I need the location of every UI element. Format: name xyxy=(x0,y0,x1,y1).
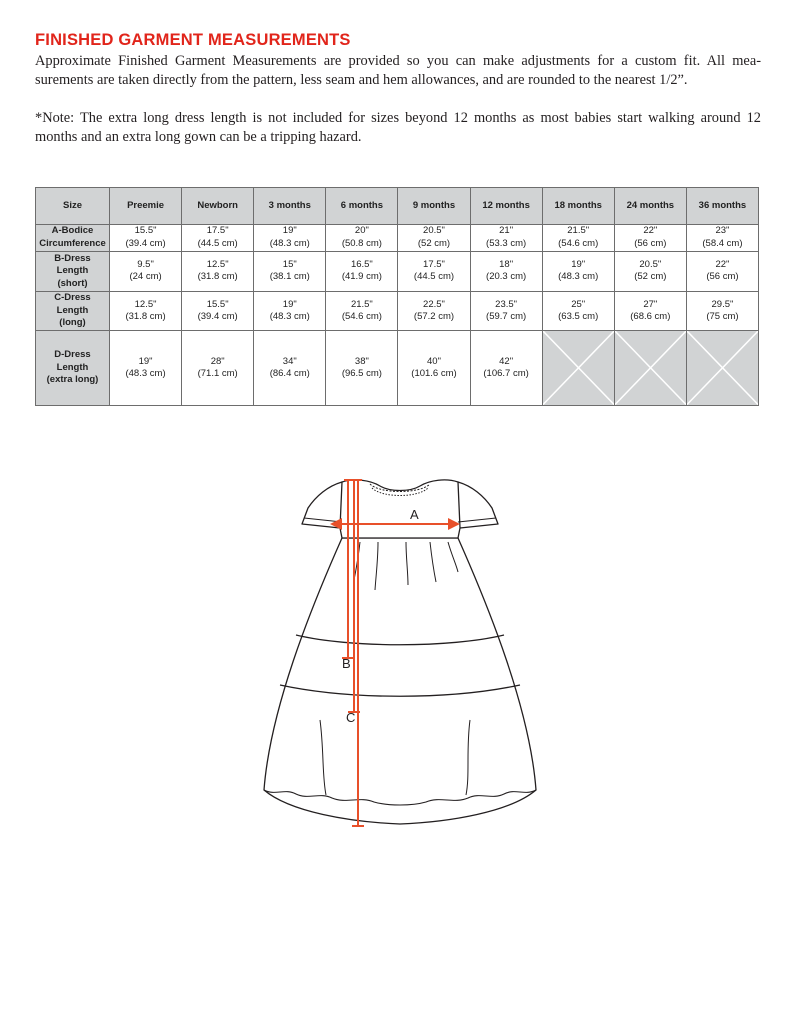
value-cm: (48.3 cm) xyxy=(269,237,310,249)
dress-outline xyxy=(264,480,536,824)
row-label-line: C-Dress xyxy=(54,292,91,304)
value-inches: 15.5" xyxy=(134,225,157,237)
measurement-cell xyxy=(470,225,542,252)
value-inches: 17.5" xyxy=(206,225,229,237)
table-body xyxy=(36,225,759,406)
value-cm: (31.8 cm) xyxy=(197,271,238,283)
header-36-months: 36 months xyxy=(686,188,758,225)
row-label-line: (short) xyxy=(57,277,88,289)
header-12-months: 12 months xyxy=(470,188,542,225)
value-cm: (53.3 cm) xyxy=(486,237,527,249)
value-inches: 12.5" xyxy=(206,258,229,270)
value-cm: (86.4 cm) xyxy=(269,368,310,380)
crossed-out-icon xyxy=(615,331,686,405)
row-c-dress-long xyxy=(36,291,759,331)
measurement-cell xyxy=(182,225,254,252)
measurement-cell xyxy=(326,225,398,252)
measurement-cell xyxy=(686,291,758,331)
value-inches: 18" xyxy=(499,258,514,270)
value-inches: 38" xyxy=(354,355,369,367)
value-cm: (68.6 cm) xyxy=(630,311,671,323)
value-inches: 23" xyxy=(715,225,730,237)
header-9-months: 9 months xyxy=(398,188,470,225)
measurement-cell xyxy=(110,291,182,331)
measurement-cell xyxy=(110,331,182,406)
intro-line-1: Approximate Finished Garment Measurements are provided so you can make adjustments for a custom fit. All mea- xyxy=(35,53,761,69)
row-label xyxy=(36,291,110,331)
measurement-cell xyxy=(398,225,470,252)
measurement-cell xyxy=(326,331,398,406)
measurement-cell xyxy=(542,251,614,291)
header-6-months: 6 months xyxy=(326,188,398,225)
row-label xyxy=(36,331,110,406)
measurement-cell xyxy=(542,291,614,331)
row-label-line: A-Bodice xyxy=(51,225,94,237)
measurement-cell xyxy=(326,251,398,291)
row-label-line: Length xyxy=(56,304,89,316)
measurement-cell xyxy=(686,225,758,252)
value-inches: 12.5" xyxy=(134,298,157,310)
measurement-cell xyxy=(686,251,758,291)
value-cm: (59.7 cm) xyxy=(486,311,527,323)
value-cm: (57.2 cm) xyxy=(413,311,455,323)
measurement-cell xyxy=(182,251,254,291)
value-cm: (71.1 cm) xyxy=(197,368,238,380)
value-inches: 40" xyxy=(427,355,441,367)
measurement-cell xyxy=(470,291,542,331)
skirt xyxy=(264,538,536,824)
row-label-line: Length xyxy=(56,361,89,373)
measurement-cell xyxy=(254,225,326,252)
value-inches: 25" xyxy=(571,298,586,310)
value-cm: (24 cm) xyxy=(129,271,162,283)
value-inches: 19" xyxy=(282,298,297,310)
value-cm: (52 cm) xyxy=(417,237,451,249)
note-paragraph xyxy=(35,109,761,147)
value-inches: 21.5" xyxy=(350,298,373,310)
value-inches: 21" xyxy=(499,225,514,237)
row-label xyxy=(36,251,110,291)
value-inches: 23.5" xyxy=(495,298,518,310)
value-inches: 22" xyxy=(643,225,658,237)
value-cm: (56 cm) xyxy=(706,271,739,283)
row-a-bodice xyxy=(36,225,759,252)
intro-line-2: surements are taken directly from the pattern, less seam and hem allowances, and are rounded to the nearest 1/2”. xyxy=(35,72,688,88)
value-cm: (44.5 cm) xyxy=(197,237,238,249)
measurement-cell xyxy=(182,291,254,331)
measurement-cell xyxy=(254,251,326,291)
value-cm: (44.5 cm) xyxy=(413,271,455,283)
row-label-line: (long) xyxy=(59,317,86,329)
row-b-dress-short xyxy=(36,251,759,291)
value-inches: 20.5" xyxy=(639,258,662,270)
row-label-line: D-Dress xyxy=(54,349,91,361)
measurement-cell xyxy=(110,225,182,252)
value-cm: (48.3 cm) xyxy=(125,368,166,380)
page-title: FINISHED GARMENT MEASUREMENTS xyxy=(35,31,351,49)
measurement-cell xyxy=(614,225,686,252)
label-b: B xyxy=(342,656,351,671)
measurement-cell xyxy=(614,291,686,331)
value-inches: 29.5" xyxy=(711,298,734,310)
measurement-cell xyxy=(110,251,182,291)
value-cm: (54.6 cm) xyxy=(558,237,599,249)
measurements-table xyxy=(35,187,759,406)
value-inches: 20.5" xyxy=(423,225,445,237)
value-inches: 17.5" xyxy=(423,258,445,270)
value-cm: (38.1 cm) xyxy=(269,271,310,283)
value-inches: 15.5" xyxy=(206,298,229,310)
value-cm: (52 cm) xyxy=(634,271,667,283)
note-line-1: *Note: The extra long dress length is not included for sizes beyond 12 months as most babies start walking around 12 xyxy=(35,110,761,126)
crossed-out-icon xyxy=(543,331,614,405)
value-inches: 22" xyxy=(715,258,730,270)
right-sleeve xyxy=(454,482,498,528)
value-cm: (56 cm) xyxy=(634,237,667,249)
value-cm: (48.3 cm) xyxy=(269,311,310,323)
value-inches: 28" xyxy=(210,355,225,367)
crossed-out-icon xyxy=(687,331,758,405)
intro-paragraph xyxy=(35,52,761,90)
value-cm: (39.4 cm) xyxy=(197,311,238,323)
header-preemie: Preemie xyxy=(110,188,182,225)
header-newborn: Newborn xyxy=(182,188,254,225)
measurement-cell xyxy=(326,291,398,331)
header-24-months: 24 months xyxy=(614,188,686,225)
measurement-cell xyxy=(182,331,254,406)
value-inches: 15" xyxy=(282,258,297,270)
row-d-dress-extra-long xyxy=(36,331,759,406)
value-inches: 19" xyxy=(571,258,586,270)
measurement-cell xyxy=(254,331,326,406)
dress-illustration xyxy=(230,460,570,840)
value-cm: (39.4 cm) xyxy=(125,237,166,249)
value-inches: 21.5" xyxy=(567,225,590,237)
measurement-cell xyxy=(470,331,542,406)
value-cm: (96.5 cm) xyxy=(341,368,382,380)
row-label-line: B-Dress xyxy=(54,252,91,264)
value-cm: (58.4 cm) xyxy=(702,237,743,249)
value-inches: 19" xyxy=(138,355,153,367)
value-inches: 16.5" xyxy=(350,258,373,270)
value-inches: 20" xyxy=(354,225,369,237)
not-applicable-cell xyxy=(542,331,614,406)
value-inches: 22.5" xyxy=(423,298,445,310)
label-a: A xyxy=(410,507,419,522)
table-header-row xyxy=(36,188,759,225)
measurement-cell xyxy=(470,251,542,291)
measurement-cell xyxy=(398,291,470,331)
value-cm: (20.3 cm) xyxy=(486,271,527,283)
value-cm: (48.3 cm) xyxy=(558,271,599,283)
measurement-cell xyxy=(542,225,614,252)
label-c: C xyxy=(346,710,356,725)
value-cm: (31.8 cm) xyxy=(125,311,166,323)
measurement-cell xyxy=(614,251,686,291)
value-cm: (50.8 cm) xyxy=(341,237,382,249)
header-3-months: 3 months xyxy=(254,188,326,225)
header-18-months: 18 months xyxy=(542,188,614,225)
value-cm: (101.6 cm) xyxy=(411,368,457,380)
value-cm: (75 cm) xyxy=(706,311,739,323)
row-label xyxy=(36,225,110,252)
measurement-cell xyxy=(398,331,470,406)
measurement-cell xyxy=(254,291,326,331)
value-cm: (41.9 cm) xyxy=(341,271,382,283)
note-line-2: months and an extra long gown can be a tripping hazard. xyxy=(35,129,362,145)
value-inches: 9.5" xyxy=(137,258,154,270)
value-cm: (106.7 cm) xyxy=(483,368,529,380)
value-cm: (63.5 cm) xyxy=(558,311,599,323)
not-applicable-cell xyxy=(614,331,686,406)
measurement-cell xyxy=(398,251,470,291)
not-applicable-cell xyxy=(686,331,758,406)
value-inches: 27" xyxy=(643,298,658,310)
value-inches: 19" xyxy=(282,225,297,237)
value-cm: (54.6 cm) xyxy=(341,311,382,323)
header-size: Size xyxy=(36,188,110,225)
row-label-line: Length xyxy=(56,265,89,276)
value-inches: 34" xyxy=(282,355,297,367)
row-label-line: Circumference xyxy=(39,237,106,249)
value-inches: 42" xyxy=(499,355,514,367)
garment-diagram xyxy=(230,460,570,840)
row-label-line: (extra long) xyxy=(46,374,99,386)
